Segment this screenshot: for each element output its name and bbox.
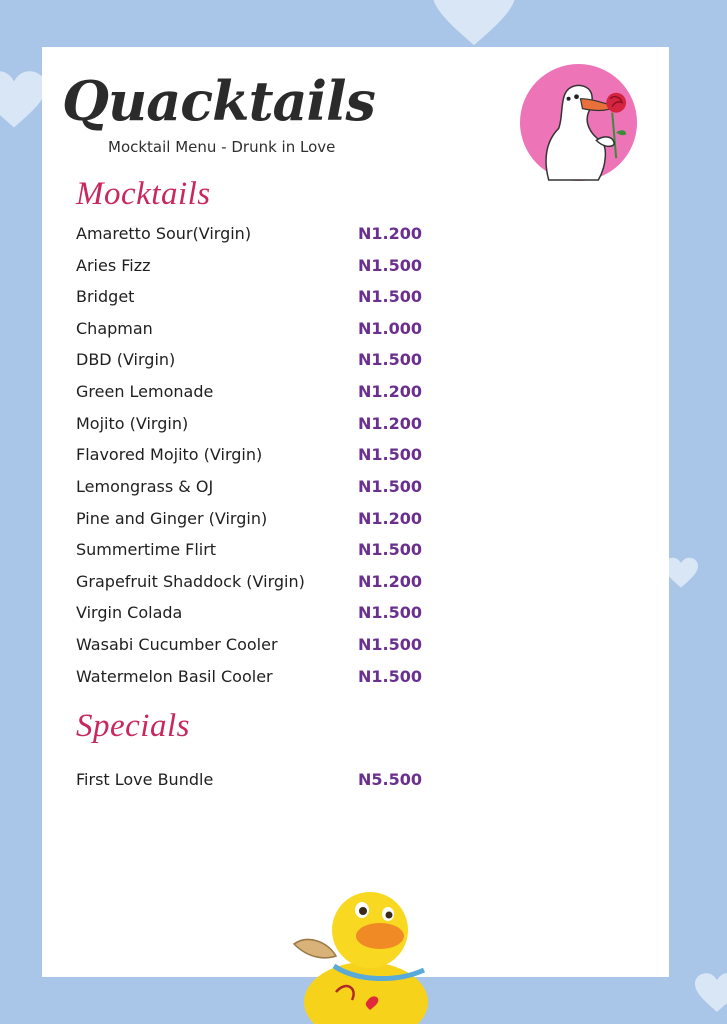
- menu-item-row: [76, 572, 436, 596]
- menu-item-row: [76, 445, 436, 469]
- item-price: N1.500: [358, 256, 422, 275]
- item-price: N1.200: [358, 414, 422, 433]
- menu-item-row: [76, 224, 436, 248]
- menu-item-row: [76, 540, 436, 564]
- item-price: N1.000: [358, 319, 422, 338]
- item-price: N1.500: [358, 477, 422, 496]
- item-price: N1.200: [358, 224, 422, 243]
- menu-item-row: [76, 509, 436, 533]
- menu-item-row: [76, 350, 436, 374]
- menu-item-row: [76, 414, 436, 438]
- menu-item-row: [76, 256, 436, 280]
- item-price: N1.500: [358, 603, 422, 622]
- item-price: N1.500: [358, 350, 422, 369]
- item-name: DBD (Virgin): [76, 350, 176, 369]
- menu-item-row: [76, 287, 436, 311]
- heart-decoration-icon: [695, 962, 727, 1024]
- item-price: N1.200: [358, 382, 422, 401]
- item-name: First Love Bundle: [76, 770, 214, 789]
- heart-decoration-icon: [664, 548, 698, 598]
- menu-item-row: [76, 382, 436, 406]
- item-price: N1.500: [358, 540, 422, 559]
- item-name: Green Lemonade: [76, 382, 214, 401]
- menu-item-row: [76, 667, 436, 691]
- item-name: Mojito (Virgin): [76, 414, 189, 433]
- brand-title: Quacktails: [62, 69, 375, 133]
- item-price: N1.200: [358, 572, 422, 591]
- item-name: Amaretto Sour(Virgin): [76, 224, 252, 243]
- menu-tagline: Mocktail Menu - Drunk in Love: [108, 138, 336, 156]
- menu-item-row: [76, 635, 436, 659]
- menu-item-row: [76, 319, 436, 343]
- heart-decoration-icon: [0, 60, 46, 140]
- item-price: N1.500: [358, 635, 422, 654]
- item-name: Summertime Flirt: [76, 540, 217, 559]
- item-name: Flavored Mojito (Virgin): [76, 445, 263, 464]
- item-price: N1.500: [358, 667, 422, 686]
- rubber-duck-cupid-icon: [288, 884, 438, 1024]
- item-price: N1.500: [358, 445, 422, 464]
- item-name: Aries Fizz: [76, 256, 151, 275]
- item-price: N1.200: [358, 509, 422, 528]
- section-title-specials: Specials: [76, 708, 190, 744]
- item-name: Watermelon Basil Cooler: [76, 667, 273, 686]
- menu-item-row: [76, 477, 436, 501]
- item-name: Virgin Colada: [76, 603, 183, 622]
- item-name: Lemongrass & OJ: [76, 477, 214, 496]
- menu-item-row: [76, 770, 436, 794]
- item-name: Wasabi Cucumber Cooler: [76, 635, 278, 654]
- item-name: Grapefruit Shaddock (Virgin): [76, 572, 305, 591]
- goose-rose-logo-icon: [519, 63, 638, 182]
- item-price: N1.500: [358, 287, 422, 306]
- item-name: Bridget: [76, 287, 135, 306]
- section-title-mocktails: Mocktails: [76, 176, 211, 212]
- item-name: Pine and Ginger (Virgin): [76, 509, 268, 528]
- heart-decoration-icon: [432, 0, 516, 48]
- item-name: Chapman: [76, 319, 153, 338]
- menu-item-row: [76, 603, 436, 627]
- item-price: N5.500: [358, 770, 422, 789]
